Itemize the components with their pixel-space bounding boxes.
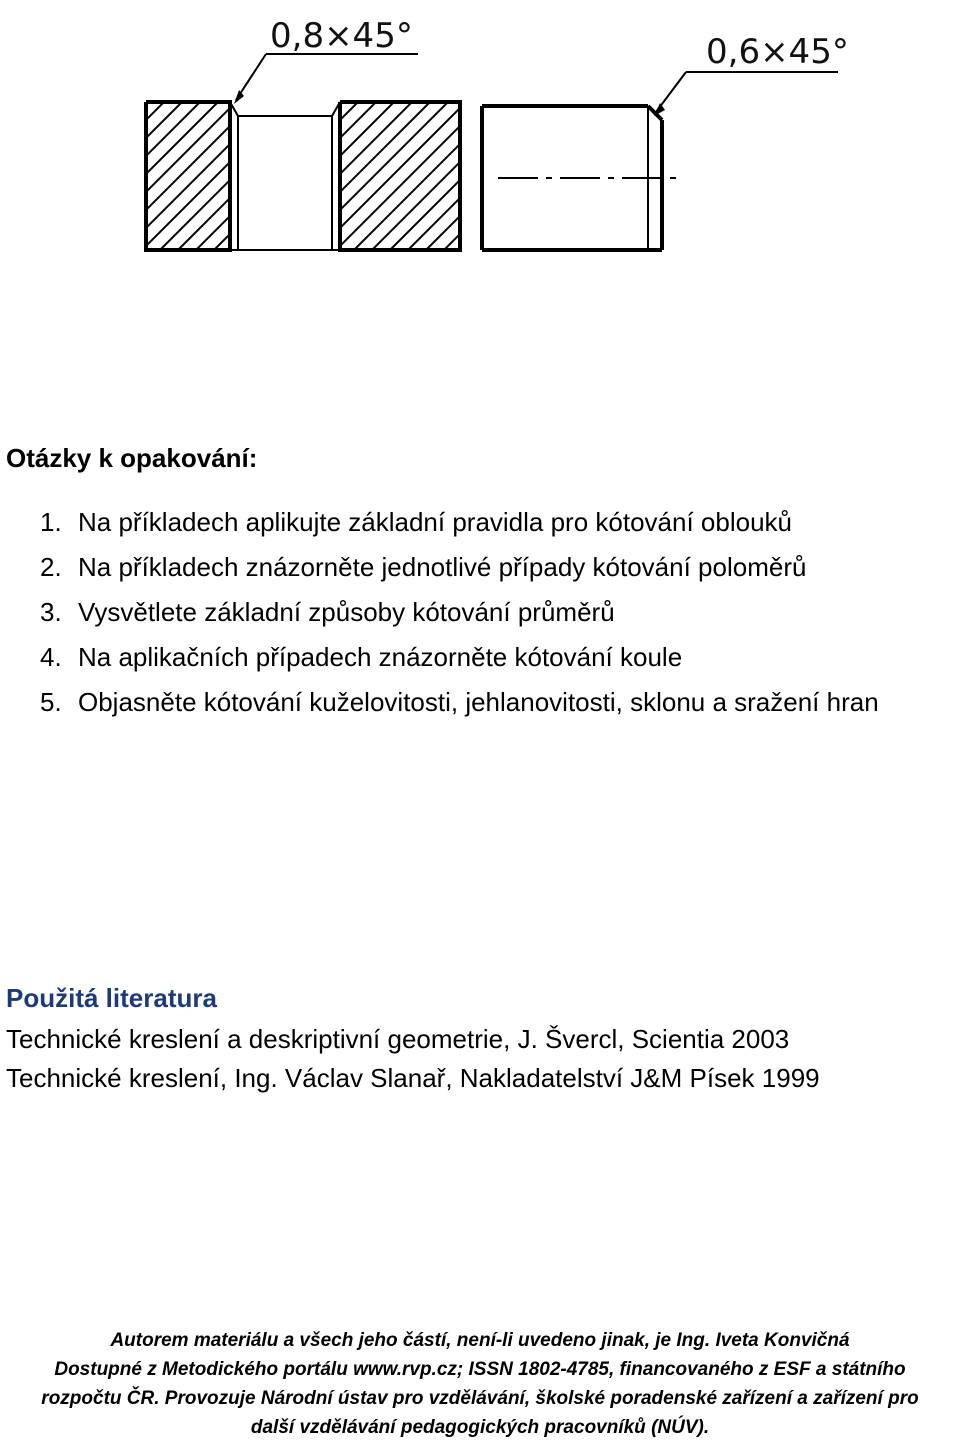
hatch-line [178,102,326,250]
questions-list [40,500,960,725]
hatch-line [118,102,146,250]
chamfer-callout-right: 0,6×45° [706,32,849,72]
list-item [40,590,960,635]
item-text: Na aplikačních případech znázorněte kótování koule [78,642,683,672]
shaft-view [482,32,849,250]
item-number: 4. [40,642,62,672]
hatch-line [372,102,520,250]
hatch-line [118,102,218,250]
item-text: Na příkladech aplikujte základní pravidla pro kótování oblouků [78,507,792,537]
footer-line: Dostupné z Metodického portálu www.rvp.cz; ISSN 1802-4785, financovaného z ESF a státního [54,1359,906,1380]
hatch-line [196,102,344,250]
literature-list [6,1020,956,1098]
footer-line: rozpočtu ČR. Provozuje Národní ústav pro vzdělávání, školské poradenské zařízení a zařízení pro [41,1388,919,1409]
arrowhead-right-icon [654,103,665,116]
list-item [40,635,960,680]
hatch-line [118,102,182,250]
item-text: Objasněte kótování kuželovitosti, jehlanovitosti, sklonu a sražení hran [78,687,879,717]
hatching-left [118,102,524,250]
hatch-line [118,102,254,250]
hatch-line [246,102,394,250]
hatch-line [606,102,754,250]
hatch-line [426,102,574,250]
item-number: 1. [40,507,62,537]
footer-line: Autorem materiálu a všech jeho částí, není-li uvedeno jinak, je Ing. Iveta Konvičná [110,1330,850,1351]
literature-item: Technické kreslení a deskriptivní geometrie, J. Švercl, Scientia 2003 [6,1024,790,1054]
hatch-line [354,102,502,250]
item-text: Vysvětlete základní způsoby kótování průměrů [78,597,615,627]
hatch-line [210,102,358,250]
hatch-line [340,102,488,250]
hatch-line [142,102,290,250]
literature-heading: Použitá literatura [6,983,217,1013]
hatch-line [118,102,164,250]
list-item [40,500,960,545]
list-item [40,680,960,725]
hatch-line [462,102,610,250]
hatch-line [570,102,718,250]
sectioned-bushing [118,16,754,250]
questions-heading: Otázky k opakování: [6,443,258,473]
hatch-line [516,102,664,250]
list-item [40,545,960,590]
item-number: 5. [40,687,62,717]
arrowhead-left-icon [234,90,244,104]
hatch-line [498,102,646,250]
technical-drawing [118,0,878,262]
hatch-line [390,102,538,250]
hatch-line [480,102,628,250]
item-number: 3. [40,597,62,627]
hatch-line [228,102,376,250]
item-number: 2. [40,552,62,582]
hatch-line [376,102,524,250]
footer-credits [0,1326,960,1442]
hatch-line [300,102,448,250]
hatch-line [552,102,700,250]
hatch-line [534,102,682,250]
hatch-line [444,102,592,250]
footer-line: další vzdělávání pedagogických pracovníků (NÚV). [250,1417,710,1438]
hatch-line [160,102,308,250]
item-text: Na příkladech znázorněte jednotlivé případy kótování poloměrů [78,552,807,582]
hatch-line [282,102,430,250]
hatching-right [192,102,754,250]
literature-item: Technické kreslení, Ing. Václav Slanař, Nakladatelství J&M Písek 1999 [6,1063,820,1093]
chamfer-callout-left: 0,8×45° [270,16,413,56]
